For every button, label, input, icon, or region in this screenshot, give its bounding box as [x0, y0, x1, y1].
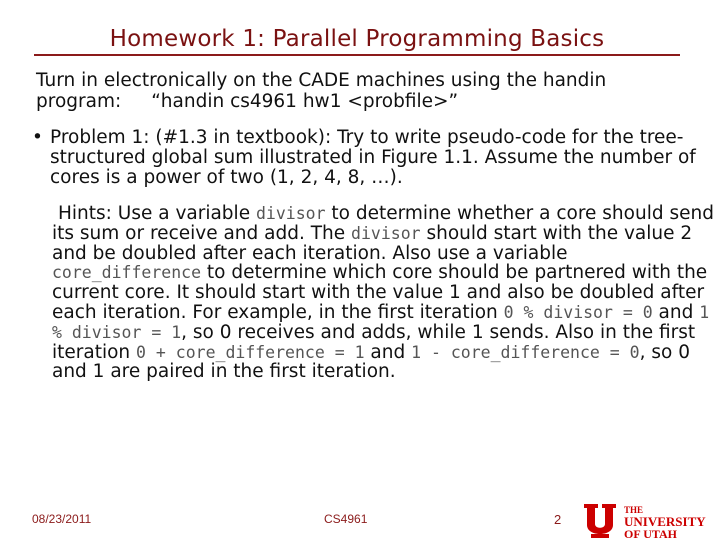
hint-text: , so 0 and 1 are paired in the first iteration. [52, 341, 690, 383]
code-expression: 1 - core_difference = 0 [411, 342, 640, 362]
problem-text: Problem 1: (#1.3 in textbook): Try to write pseudo-code for the tree-structured global sum illustrated in Figure 1.1. Assume the number of cores is a power of two (1, 2, 4, 8, …). [50, 127, 696, 188]
logo-line-of-utah: OF UTAH [624, 527, 677, 540]
logo-line-the: THE [624, 505, 644, 515]
code-divisor: divisor [255, 204, 326, 223]
hints-paragraph [52, 204, 716, 382]
handin-command: “handin cs4961 hw1 <probfile>” [151, 91, 459, 112]
intro-command-line [36, 91, 696, 112]
footer-course: CS4961 [324, 512, 368, 526]
title-bar [34, 24, 680, 56]
intro-paragraph [36, 70, 696, 112]
hint-text: , so 0 receives and adds, while 1 sends. Also in the first iteration [52, 321, 696, 363]
code-divisor: divisor [351, 223, 421, 243]
hint-text: Hints: Use a variable [58, 203, 256, 224]
code-core-difference: core_difference [52, 263, 202, 283]
hint-text: and [652, 301, 700, 323]
hint-text: and [364, 341, 412, 363]
intro-line: Turn in electronically on the CADE machines using the handin [36, 70, 607, 91]
hint-text: to determine which core should be partnered with the current core. It should start with the value 1 and also be doubled after each iteration. For example, in the first iteration [52, 262, 708, 323]
university-logo [582, 502, 718, 540]
footer-date: 08/23/2011 [32, 512, 92, 526]
bullet-marker: • [32, 127, 43, 148]
block-u-icon [584, 504, 616, 538]
code-expression: 0 % divisor = 0 [503, 302, 653, 322]
intro-prefix: program: [36, 91, 122, 112]
hint-text: to determine whether a core should send its sum or receive and add. The [52, 203, 714, 244]
problem-bullet [32, 128, 712, 188]
code-expression: 0 + core_difference = 1 [136, 342, 365, 362]
page-title: Homework 1: Parallel Programming Basics [109, 26, 605, 52]
logo-line-university: UNIVERSITY [624, 514, 706, 529]
code-expression: 1 % divisor = 1 [52, 302, 710, 342]
page-number: 2 [554, 512, 562, 527]
hint-text: should start with the value 2 and be doubled after each iteration. Also use a variable [52, 222, 693, 264]
